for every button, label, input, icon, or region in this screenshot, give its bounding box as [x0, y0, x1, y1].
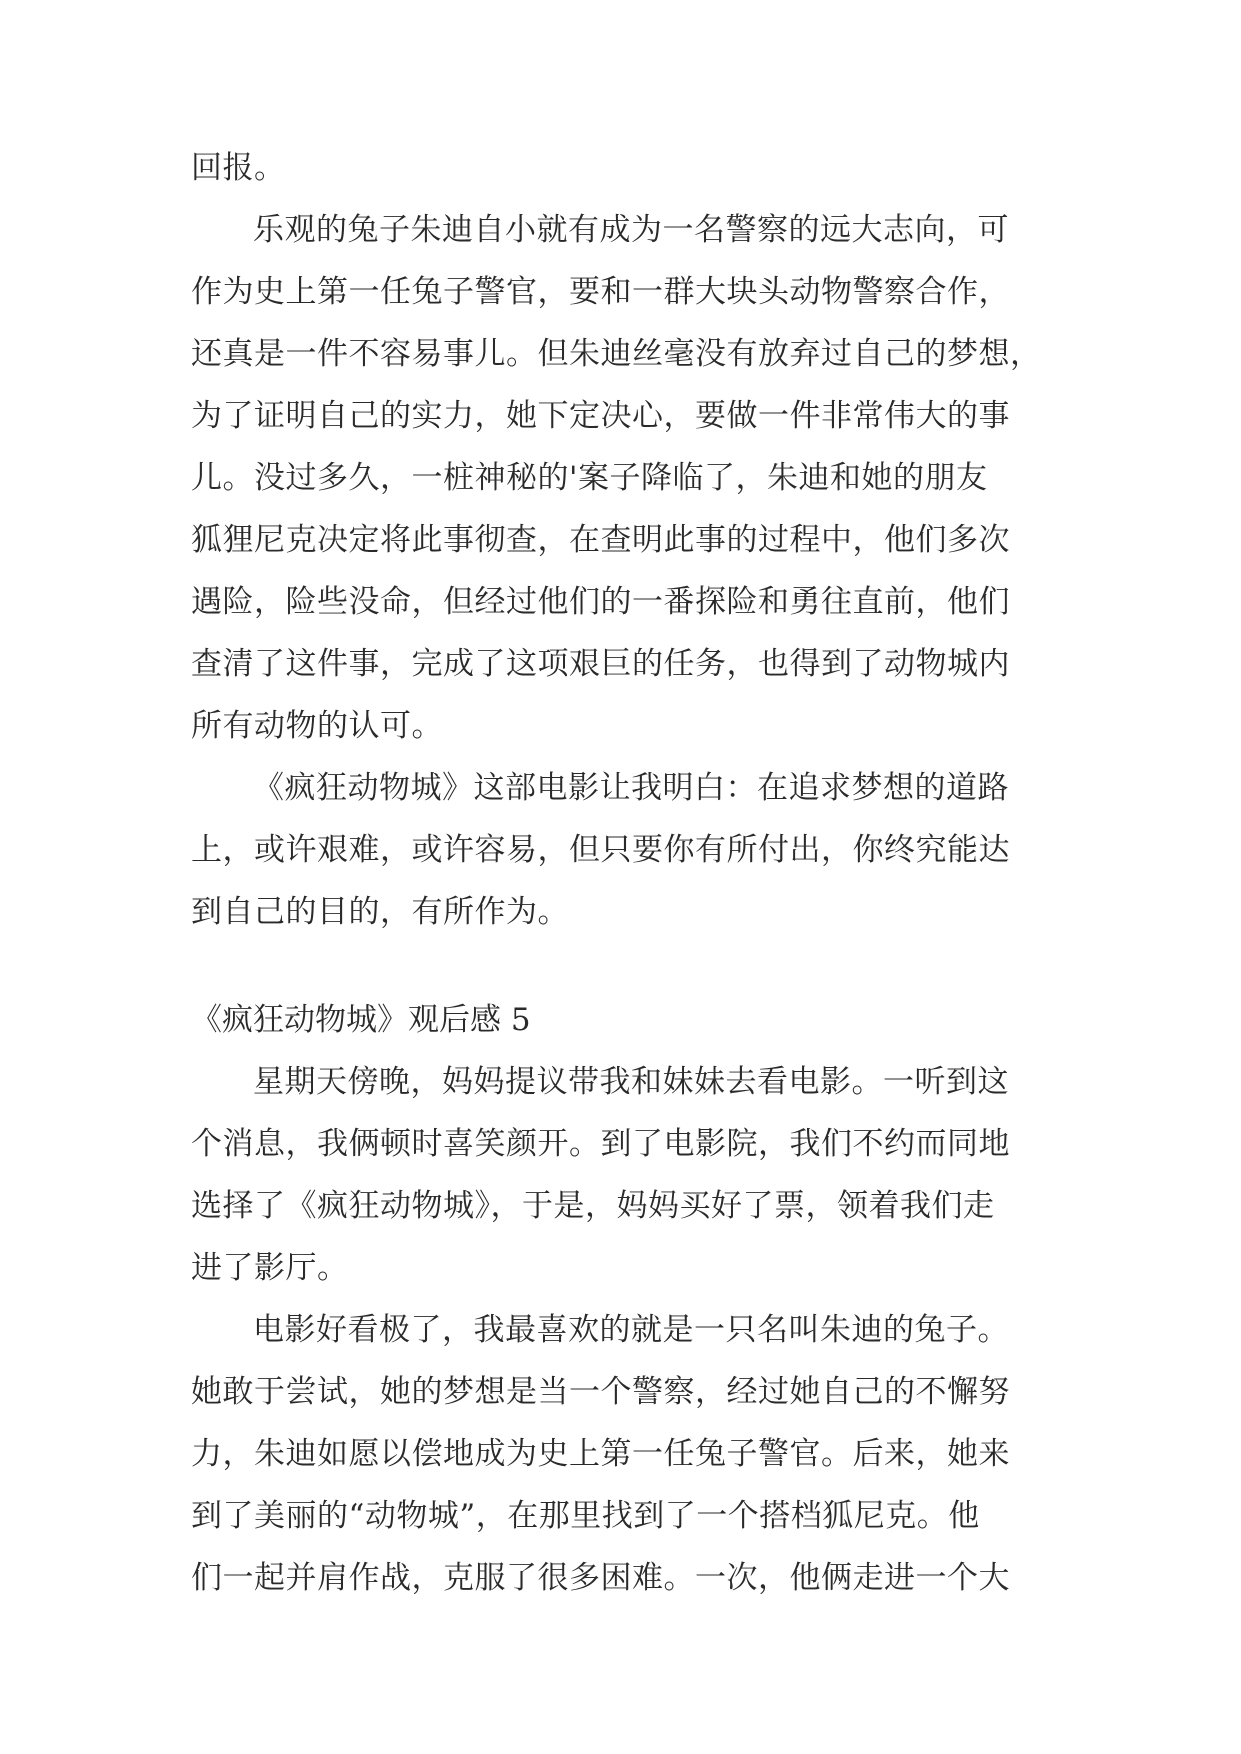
line-text: 所有动物的认可。 [191, 708, 443, 744]
paragraph-line [0, 1062, 1241, 1102]
paragraph-line [0, 768, 1241, 808]
line-text: 电影好看极了，我最喜欢的就是一只名叫朱迪的兔子。 [253, 1312, 1009, 1348]
paragraph-line [0, 1310, 1241, 1350]
paragraph-line [0, 582, 1241, 622]
line-text: 查清了这件事，完成了这项艰巨的任务，也得到了动物城内 [191, 646, 1010, 682]
paragraph-line [0, 458, 1241, 498]
line-text: 选择了《疯狂动物城》，于是，妈妈买好了票，领着我们走 [191, 1188, 995, 1224]
paragraph-line [0, 706, 1241, 746]
line-text: 进了影厅。 [191, 1250, 349, 1286]
section-heading [0, 1000, 1241, 1040]
paragraph-line [0, 1434, 1241, 1474]
line-text: 为了证明自己的实力，她下定决心，要做一件非常伟大的事 [191, 398, 1010, 434]
line-text: 星期天傍晚，妈妈提议带我和妹妹去看电影。一听到这 [253, 1064, 1009, 1100]
line-text: 力，朱迪如愿以偿地成为史上第一任兔子警官。后来，她来 [191, 1436, 1010, 1472]
paragraph-line [0, 272, 1241, 312]
line-text: 到自己的目的，有所作为。 [191, 894, 569, 930]
paragraph-line [0, 520, 1241, 560]
heading-text: 《疯狂动物城》观后感 5 [191, 1002, 531, 1038]
paragraph-line [0, 892, 1241, 932]
paragraph-line [0, 1186, 1241, 1226]
line-text: 上，或许艰难，或许容易，但只要你有所付出，你终究能达 [191, 832, 1010, 868]
line-text: 到了美丽的“动物城”，在那里找到了一个搭档狐尼克。他 [191, 1498, 980, 1534]
line-text: 《疯狂动物城》这部电影让我明白：在追求梦想的道路 [253, 770, 1009, 806]
paragraph-line [0, 830, 1241, 870]
paragraph-line [0, 1124, 1241, 1164]
paragraph-line [0, 644, 1241, 684]
paragraph-line [0, 1558, 1241, 1598]
paragraph-line [0, 334, 1241, 374]
paragraph-line [0, 1248, 1241, 1288]
line-text: 还真是一件不容易事儿。但朱迪丝毫没有放弃过自己的梦想， [191, 336, 1042, 372]
line-text: 狐狸尼克决定将此事彻查，在查明此事的过程中，他们多次 [191, 522, 1010, 558]
paragraph-line [0, 210, 1241, 250]
paragraph-line [0, 1372, 1241, 1412]
line-text: 作为史上第一任兔子警官，要和一群大块头动物警察合作， [191, 274, 1010, 310]
paragraph-line [0, 1496, 1241, 1536]
line-text: 乐观的兔子朱迪自小就有成为一名警察的远大志向，可 [253, 212, 1009, 248]
line-text: 个消息，我俩顿时喜笑颜开。到了电影院，我们不约而同地 [191, 1126, 1010, 1162]
line-text: 们一起并肩作战，克服了很多困难。一次，他俩走进一个大 [191, 1560, 1010, 1596]
line-text: 她敢于尝试，她的梦想是当一个警察，经过她自己的不懈努 [191, 1374, 1010, 1410]
line-text: 遇险，险些没命，但经过他们的一番探险和勇往直前，他们 [191, 584, 1010, 620]
paragraph-line [0, 148, 1241, 188]
line-text: 回报。 [191, 150, 286, 186]
line-text: 儿。没过多久，一桩神秘的'案子降临了，朱迪和她的朋友 [191, 460, 988, 496]
paragraph-line [0, 396, 1241, 436]
